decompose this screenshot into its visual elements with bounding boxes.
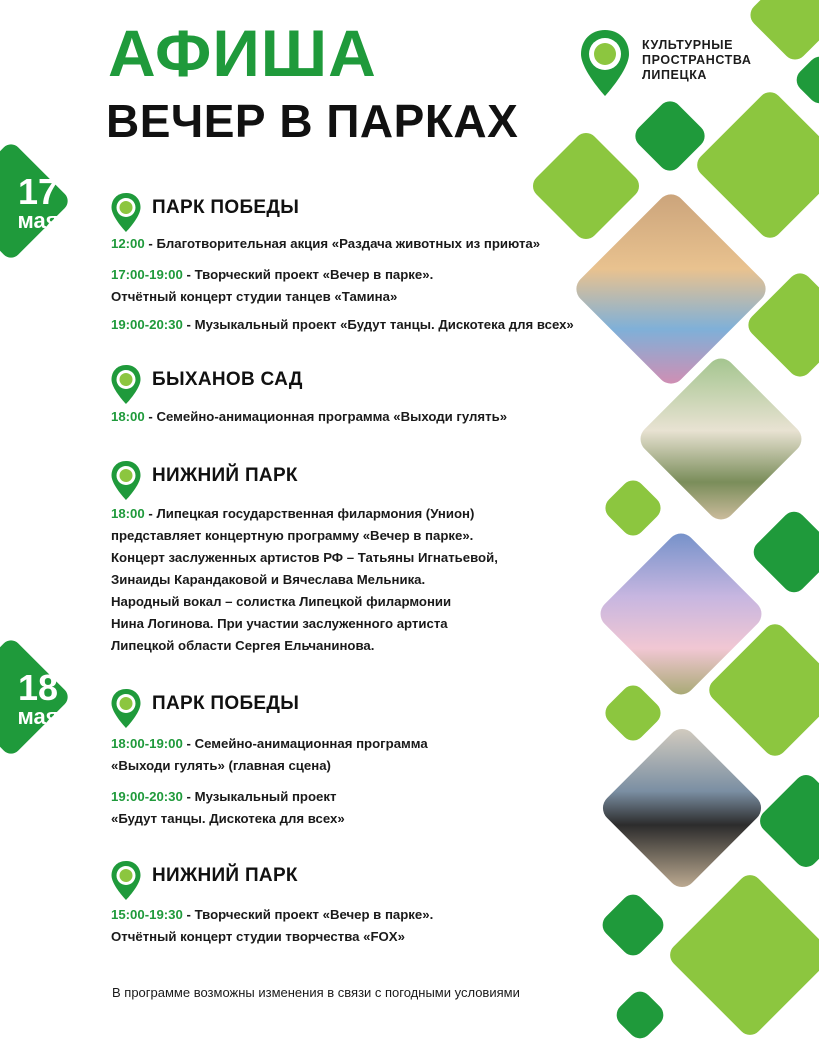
event [111,233,540,255]
event-text-line: Народный вокал – солистка Липецкой филармонии [111,594,452,609]
date-month: мая [17,704,59,729]
venue-name: ПАРК ПОБЕДЫ [152,197,300,218]
venue-name: НИЖНИЙ ПАРК [152,465,298,486]
event-time: 12:00 [111,236,145,251]
map-pin-icon [110,688,142,730]
event [111,786,345,830]
date-badge-18 [0,632,76,762]
event-time: 19:00-20:30 [111,789,183,804]
venue-name: ПАРК ПОБЕДЫ [152,693,300,714]
decor-tile [600,680,665,745]
event-text: - Семейно-анимационная программа [182,736,428,751]
event-text-line: представляет концертную программу «Вечер в парке». [111,528,474,543]
event-text-line: Отчётный концерт студии танцев «Тамина» [111,289,398,304]
footer-note: В программе возможны изменения в связи с погодными условиями [112,985,520,1000]
event [111,904,433,948]
photo-children-dance [597,723,767,893]
event-time: 18:00-19:00 [111,736,183,751]
date-badge-17 [0,136,76,266]
event-time: 18:00 [111,409,145,424]
decor-tile [600,475,665,540]
event-text-line: Липецкой области Сергея Ельчанинова. [111,638,375,653]
event-text-line: Нина Логинова. При участии заслуженного артиста [111,616,448,631]
decor-tile [612,987,669,1043]
event-time: 18:00 [111,506,145,521]
date-month: мая [17,208,59,233]
event [111,503,498,657]
event [111,406,507,428]
map-pin-icon [110,364,142,406]
event [111,264,433,308]
page-subtitle: ВЕЧЕР В ПАРКАХ [106,95,519,147]
logo-line: ПРОСТРАНСТВА [642,53,752,67]
map-pin-icon [110,860,142,902]
event-text: - Музыкальный проект [182,789,337,804]
logo-text [642,38,752,83]
logo-line: ЛИПЕЦКА [642,68,708,82]
map-pin-icon [110,192,142,234]
event-text: - Липецкая государственная филармония (Унион) [144,506,475,521]
event-text-line: Отчётный концерт студии творчества «FOX» [111,929,405,944]
date-number: 18 [17,667,59,708]
decor-tile [598,890,669,961]
event-text: - Благотворительная акция «Раздача животных из приюта» [144,236,541,251]
decor-tile [692,87,819,243]
event-text: - Музыкальный проект «Будут танцы. Дискотека для всех» [182,317,574,332]
map-pin-icon [110,460,142,502]
venue-name: БЫХАНОВ САД [152,369,303,390]
event [111,314,574,336]
logo [578,28,818,108]
decor-tile [749,507,819,598]
venue-name: НИЖНИЙ ПАРК [152,865,298,886]
date-number: 17 [17,171,59,212]
map-pin-icon [578,28,632,100]
event-text-line: «Выходи гулять» (главная сцена) [111,758,331,773]
event-text: - Творческий проект «Вечер в парке». [182,267,434,282]
event-time: 17:00-19:00 [111,267,183,282]
event-text-line: Концерт заслуженных артистов РФ – Татьяны Игнатьевой, [111,550,498,565]
decor-tile [528,128,644,244]
logo-line: КУЛЬТУРНЫЕ [642,38,734,52]
event-text-line: Зинаиды Карандаковой и Вячеслава Мельника. [111,572,426,587]
event-text: - Творческий проект «Вечер в парке». [182,907,434,922]
event-time: 19:00-20:30 [111,317,183,332]
decor-tile [755,770,819,872]
decor-tile [665,870,819,1040]
event-time: 15:00-19:30 [111,907,183,922]
event [111,733,428,777]
event-text: - Семейно-анимационная программа «Выходи гулять» [144,409,508,424]
page-title: АФИША [108,16,377,90]
event-text-line: «Будут танцы. Дискотека для всех» [111,811,345,826]
